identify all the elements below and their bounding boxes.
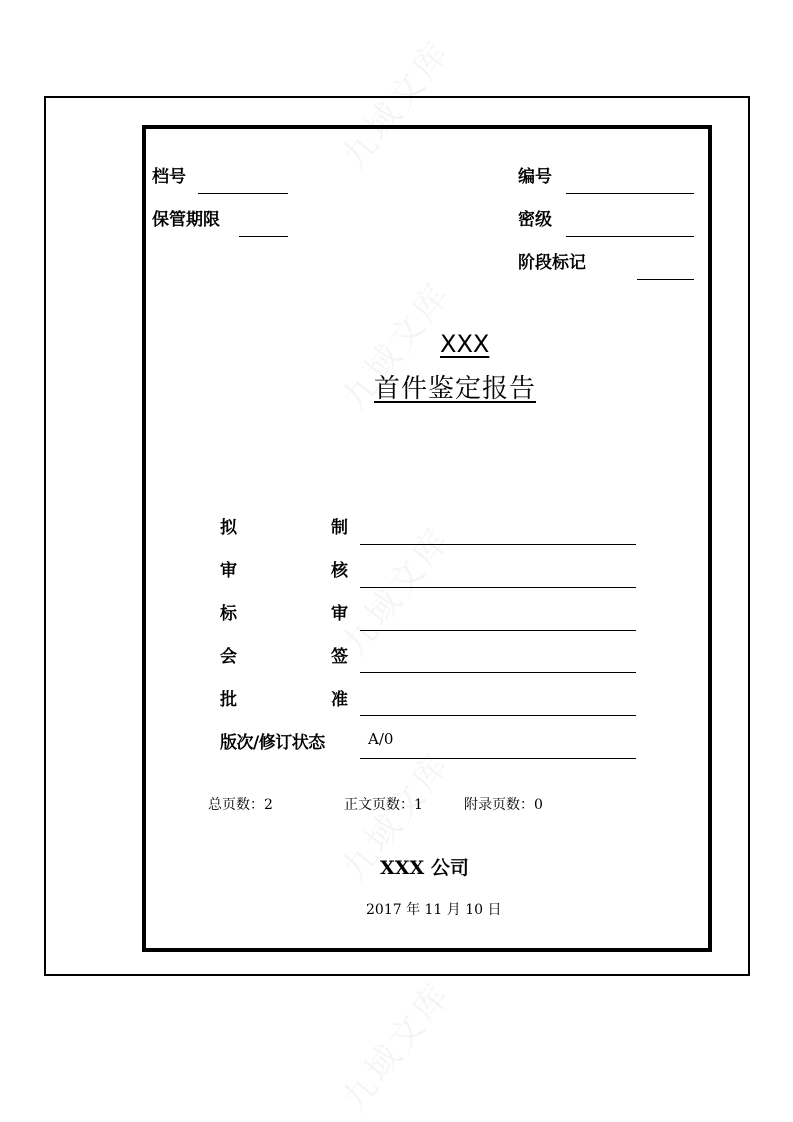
revision-label: 版次/修订状态: [220, 733, 325, 753]
archive-no-label: 档号: [152, 167, 186, 187]
retention-underline: [239, 236, 288, 237]
stage-mark-field[interactable]: [637, 262, 694, 278]
archive-no-underline: [198, 193, 288, 194]
classification-underline: [566, 236, 694, 237]
signoff-standard-underline: [360, 630, 636, 631]
signoff-countersign-label-right: 签: [331, 647, 348, 667]
serial-no-underline: [566, 193, 694, 194]
classification-field[interactable]: [566, 219, 694, 235]
signoff-review-label-right: 核: [331, 561, 348, 581]
signoff-drafter-label-left: 拟: [220, 518, 237, 538]
signoff-countersign-label-left: 会: [220, 647, 237, 667]
company-name: XXX 公司: [380, 857, 469, 879]
signoff-approve-label-left: 批: [220, 690, 237, 710]
report-date: 2017 年 11 月 10 日: [366, 902, 502, 918]
signoff-standard-label-left: 标: [220, 604, 237, 624]
appendix-pages: 附录页数：0: [464, 797, 543, 813]
signoff-review-underline: [360, 587, 636, 588]
signoff-approve-underline: [360, 715, 636, 716]
stage-mark-underline: [637, 279, 694, 280]
total-pages: 总页数：2: [208, 797, 273, 813]
classification-label: 密级: [518, 210, 552, 230]
body-pages: 正文页数：1: [344, 797, 423, 813]
signoff-countersign-underline: [360, 672, 636, 673]
signoff-countersign-field[interactable]: [360, 648, 636, 670]
document-title-code: XXX: [440, 330, 490, 358]
signoff-drafter-label-right: 制: [331, 518, 348, 538]
signoff-review-label-left: 审: [220, 561, 237, 581]
signoff-drafter-underline: [360, 544, 636, 545]
signoff-approve-label-right: 准: [331, 690, 348, 710]
signoff-standard-field[interactable]: [360, 606, 636, 628]
serial-no-field[interactable]: [566, 176, 694, 192]
serial-no-label: 编号: [518, 167, 552, 187]
stage-mark-label: 阶段标记: [518, 253, 586, 273]
revision-value[interactable]: A/0: [368, 730, 394, 748]
signoff-standard-label-right: 审: [331, 604, 348, 624]
signoff-drafter-field[interactable]: [360, 520, 636, 542]
retention-field[interactable]: [239, 219, 288, 235]
document-title: 首件鉴定报告: [374, 374, 537, 404]
revision-underline: [360, 758, 636, 759]
retention-label: 保管期限: [152, 210, 220, 230]
watermark: [328, 970, 460, 1120]
archive-no-field[interactable]: [198, 176, 288, 192]
signoff-review-field[interactable]: [360, 563, 636, 585]
signoff-approve-field[interactable]: [360, 691, 636, 713]
